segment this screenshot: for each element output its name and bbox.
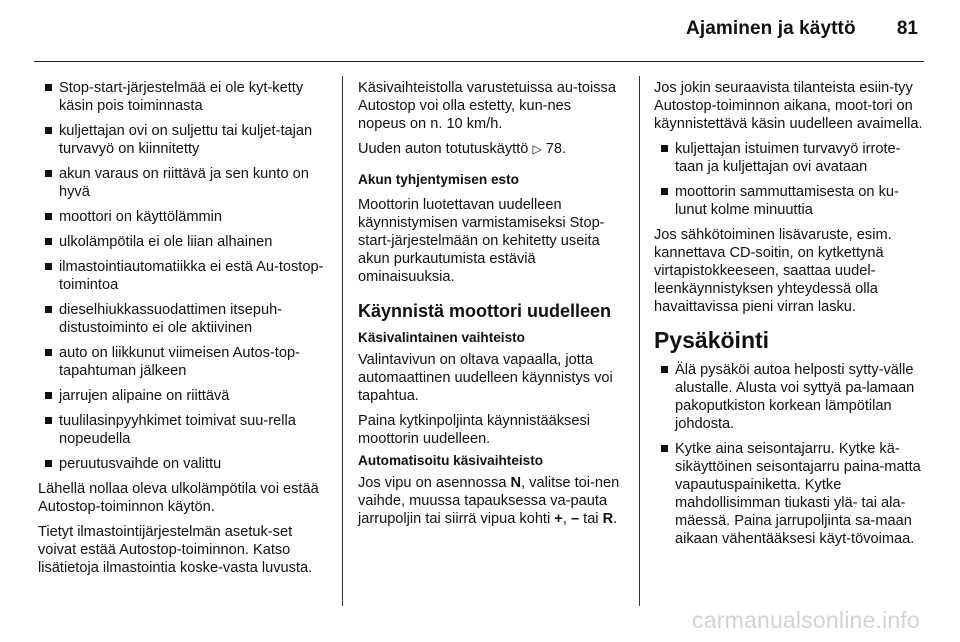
bullet-square-icon	[45, 349, 52, 356]
gear-position-plus: +	[554, 511, 563, 527]
cross-reference: Uuden auton totutuskäyttö ▷ 78.	[358, 141, 567, 157]
gear-position-minus: –	[570, 511, 580, 527]
bullet-square-icon	[45, 306, 52, 313]
bullet-square-icon	[45, 392, 52, 399]
gear-position-N: N	[510, 475, 522, 491]
page-number: 81	[896, 18, 918, 39]
bullet-square-icon	[661, 445, 668, 452]
column-divider-1	[342, 76, 343, 606]
list-item: kuljettajan ovi on suljettu tai kuljet-tajan turvavyö on kiinnitetty	[38, 122, 328, 158]
paragraph: Käsivaihteistolla varustetuissa au-toissa Autostop voi olla estetty, kun-nes nopeus on n. 10 km/h.	[358, 80, 616, 132]
list-item: auto on liikkunut viimeisen Autos-top-tapahtuman jälkeen	[38, 344, 328, 380]
bullet-square-icon	[45, 263, 52, 270]
list-item: dieselhiukkassuodattimen itsepuh-distustoiminto ei ole aktiivinen	[38, 301, 328, 337]
restart-conditions-list	[654, 140, 926, 219]
paragraph: Jos jokin seuraavista tilanteista esiin-tyy Autostop-toiminnon aikana, moot-tori on käynnistettävä käsin uudelleen avaimella.	[654, 80, 923, 132]
conditions-list	[38, 79, 328, 473]
list-item: tuulilasinpyyhkimet toimivat suu-rella nopeudella	[38, 412, 328, 448]
bullet-square-icon	[45, 170, 52, 177]
list-item: moottorin sammuttamisesta on ku-lunut kolme minuuttia	[654, 183, 926, 219]
paragraph: Jos vipu on asennossa N, valitse toi-nen vaihde, muussa tapauksessa va-pauta jarrupoljin tai siirrä vipua kohti +, – tai R.	[358, 475, 620, 527]
section-heading: Käynnistä moottori uudelleen	[358, 301, 612, 321]
page-title: Ajaminen ja käyttö	[686, 18, 856, 39]
gear-position-R: R	[602, 511, 614, 527]
subsection-heading: Automatisoitu käsivaihteisto	[358, 453, 544, 468]
watermark: carmanualsonline.info	[692, 607, 920, 633]
list-item: Stop-start-järjestelmää ei ole kyt-ketty käsin pois toiminnasta	[38, 79, 328, 115]
column-divider-2	[639, 76, 640, 606]
subsection-heading: Käsivalintainen vaihteisto	[358, 330, 525, 345]
header-divider	[34, 61, 924, 62]
column-1	[38, 79, 328, 584]
section-heading: Pysäköinti	[654, 327, 770, 353]
list-item: Kytke aina seisontajarru. Kytke kä-sikäyttöinen seisontajarru paina-matta vapautuspainiketta. Kytke mahdollisimman tiukasti ylä- tai ala-mäessä. Paina jarrupoljinta sa-maan aikaan vähentääksesi käyt-tövoimaa.	[654, 440, 926, 548]
bullet-square-icon	[45, 238, 52, 245]
parking-list	[654, 361, 926, 548]
list-item: jarrujen alipaine on riittävä	[38, 387, 328, 405]
bullet-square-icon	[45, 417, 52, 424]
section-heading: Akun tyhjentymisen esto	[358, 172, 519, 187]
column-2	[358, 79, 622, 535]
page-reference-arrow-icon: ▷	[532, 142, 542, 156]
bullet-square-icon	[45, 460, 52, 467]
list-item: kuljettajan istuimen turvavyö irrote-taan ja kuljettajan ovi avataan	[654, 140, 926, 176]
bullet-square-icon	[661, 366, 668, 373]
paragraph: Paina kytkinpoljinta käynnistääksesi moottorin uudelleen.	[358, 413, 591, 447]
paragraph: Valintavivun on oltava vapaalla, jotta automaattinen uudelleen käynnistys voi tapahtua.	[358, 352, 613, 404]
list-item: akun varaus on riittävä ja sen kunto on hyvä	[38, 165, 328, 201]
list-item: moottori on käyttölämmin	[38, 208, 328, 226]
bullet-square-icon	[45, 213, 52, 220]
paragraph: Tietyt ilmastointijärjestelmän asetuk-set voivat estää Autostop-toiminnon. Katso lisätietoja ilmastointia koske-vasta luvusta.	[38, 524, 313, 576]
bullet-square-icon	[661, 188, 668, 195]
bullet-square-icon	[45, 84, 52, 91]
paragraph: Jos sähkötoiminen lisävaruste, esim. kannettava CD-soitin, on kytkettynä virtapistokkeeseen, saattaa uudel-leenkäynnistyksen yhteydessä olla havaittavissa pieni virran lasku.	[654, 227, 892, 315]
column-3	[654, 79, 926, 555]
bullet-square-icon	[661, 145, 668, 152]
list-item: ilmastointiautomatiikka ei estä Au-tostop-toimintoa	[38, 258, 328, 294]
list-item: Älä pysäköi autoa helposti sytty-välle alustalle. Alusta voi syttyä pa-lamaan pakoputkiston korkean lämpötilan johdosta.	[654, 361, 926, 433]
bullet-square-icon	[45, 127, 52, 134]
paragraph: Moottorin luotettavan uudelleen käynnistymisen varmistamiseksi Stop-start-järjestelmään on kehitetty useita akun purkautumista estäviä ominaisuuksia.	[358, 197, 605, 285]
list-item: peruutusvaihde on valittu	[38, 455, 328, 473]
paragraph: Lähellä nollaa oleva ulkolämpötila voi estää Autostop-toiminnon käytön.	[38, 481, 319, 515]
list-item: ulkolämpötila ei ole liian alhainen	[38, 233, 328, 251]
